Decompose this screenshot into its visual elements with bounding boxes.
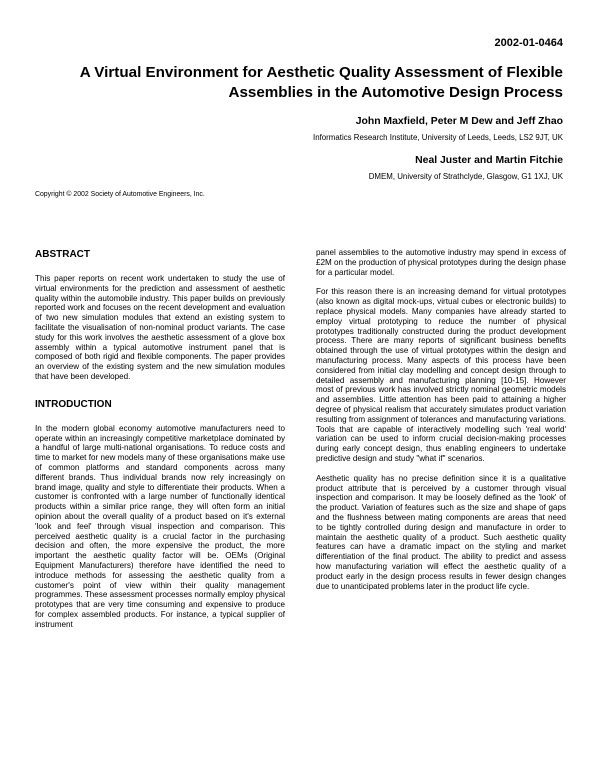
intro-paragraph-continued: panel assemblies to the automotive industry may spend in excess of £2M on the production of physical prototypes during the design phase for a particular model. (316, 248, 566, 277)
paper-number: 2002-01-0464 (494, 37, 563, 49)
author-group (369, 154, 563, 183)
author-affiliation: Informatics Research Institute, University of Leeds, Leeds, LS2 9JT, UK (313, 133, 563, 142)
copyright-notice: Copyright © 2002 Society of Automotive Engineers, Inc. (35, 191, 205, 198)
intro-paragraph: For this reason there is an increasing demand for virtual prototypes (also known as digital mock-ups, virtual cubes or electronic builds) to replace physical models. Many companies have already started to employ virtual prototyping to reduce the number of physical prototypes traditionally constructed during the product development process. There are many reports of significant business benefits obtained through the use of virtual prototypes within the design and manufacturing process. Many aspects of this process have been considered from initial clay modelling and concept design through to detailed assembly and manufacturing planning [10-15]. However most of previous work has involved strictly nominal geometric models and assemblies. Little attention has been paid to attaining a higher degree of physical realism that accurately simulates product variation resulting from assignment of tolerances and manufacturing variations. Tools that are capable of interactively modelling such 'real world' variation can be used to inform crucial decision-making processes during early concept design, thus enabling engineers to undertake predictive design and study "what if" scenarios. (316, 287, 566, 463)
right-column (316, 248, 566, 601)
author-affiliation: DMEM, University of Strathclyde, Glasgow, G1 1XJ, UK (368, 172, 563, 181)
title-line: Assemblies in the Automotive Design Process (228, 84, 563, 101)
author-group (313, 115, 563, 144)
paper-title (60, 63, 563, 103)
author-names: Neal Juster and Martin Fitchie (415, 155, 563, 166)
left-column (35, 248, 285, 640)
author-names: John Maxfield, Peter M Dew and Jeff Zhao (355, 116, 563, 127)
abstract-heading: ABSTRACT (35, 249, 90, 260)
abstract-text: This paper reports on recent work undertaken to study the use of virtual environments for the prediction and assessment of aesthetic quality within the automobile industry. This paper builds on previously reported work and focuses on the recent development and evaluation of two new simulation modules that extend an existing system to facilitate the visualisation of non-nominal product variants. The case study for this work involves the aesthetic assessment of a glove box assembly within a typical automotive instrument panel that is composed of both rigid and flexible components. The paper provides an overview of the existing system and the new simulation modules that have been developed. (35, 274, 285, 381)
introduction-heading: INTRODUCTION (35, 398, 112, 410)
intro-paragraph: In the modern global economy automotive manufacturers need to operate within an increasingly competitive marketplace dominated by a handful of large multi-national organisations. To reduce costs and time to market for new models many of these organisations make use of common platforms and standard components across many different brands. Thus individual brands now rely increasingly on brand image, quality and style to differentiate their products. When a customer is confronted with a large number of functionally identical products within a similar price range, they will often form an initial opinion about the overall quality of a product based on it's external 'look and feel' through visual inspection and comparison. This perceived aesthetic quality is a crucial factor in the purchasing decision and often, the more expensive the product, the more important the aesthetic quality factor will be. OEMs (Original Equipment Manufacturers) therefore have identified the need to introduce methods for assessing the aesthetic quality from a customer's point of view within their quality management programmes. These assessment processes normally employ physical prototypes that are very time consuming and expensive to produce for complex assembled products. For instance, a typical supplier of instrument (35, 423, 285, 629)
title-line: A Virtual Environment for Aesthetic Quality Assessment of Flexible (79, 64, 563, 81)
intro-paragraph: Aesthetic quality has no precise definition since it is a qualitative product attribute that is perceived by a customer through visual inspection and comparison. It may be loosely defined as the 'look' of the product. Variation of features such as the size and shape of gaps and the flushness between mating components are areas that need to be tightly controlled during design and manufacture in order to maintain the aesthetic quality of a product. Such aesthetic quality features can have a dramatic impact on the styling and market differentiation of the final product. The ability to predict and assess how manufacturing variation will effect the aesthetic quality of a product early in the design process results in fewer design changes due to unanticipated problems later in the product life cycle. (316, 473, 566, 591)
